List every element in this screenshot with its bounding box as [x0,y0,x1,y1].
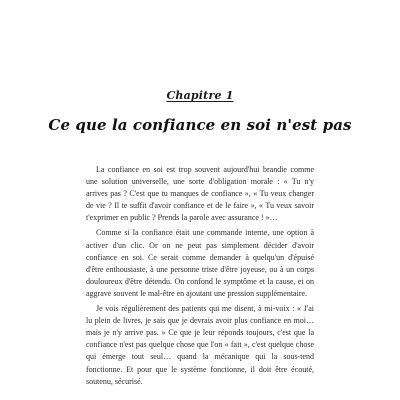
paragraph-2: Comme si la confiance était une commande interne, une option à activer d'un clic. Or on ne peut pas simplement décider d'avoir confiance en soi. Ce serait comme demander à quelqu'un d'épuisé d'être enthousiaste, à une personne triste d'être joyeuse, ou à un corps douloureux d'être détendu. On confond le symptôme et la cause, et on aggrave souvent le mal-être en ajoutant une pression supplémentaire. [86,228,314,298]
chapter-label: Chapitre 1 [166,89,234,102]
chapter-body [86,164,314,388]
paragraph-3: Je vois régulièrement des patients qui me disent, à mi-voix : « J'ai lu plein de livres, je sais que je devrais avoir plus confiance en moi… mais je n'y arrive pas. » Ce que je leur réponds toujours, c'est que la confiance n'est pas quelque chose que l'on « fait », c'est quelque chose qui émerge tout seul… quand la mécanique qui la sous-tend fonctionne. Et pour que le système fonctionne, il doit être écouté, soutenu, sécurisé. [86,304,314,386]
paragraph-1: La confiance en soi est trop souvent aujourd'hui brandie comme une solution universelle, une sorte d'obligation morale : « Tu n'y arrives pas ? C'est que tu manques de confiance », « Tu veux changer de vie ? Il te suffit d'avoir confiance et de le faire », « Tu veux savoir t'exprimer en public ? Prends la parole avec assurance ! »… [86,165,314,223]
chapter-title: Ce que la confiance en soi n'est pas [48,116,352,134]
